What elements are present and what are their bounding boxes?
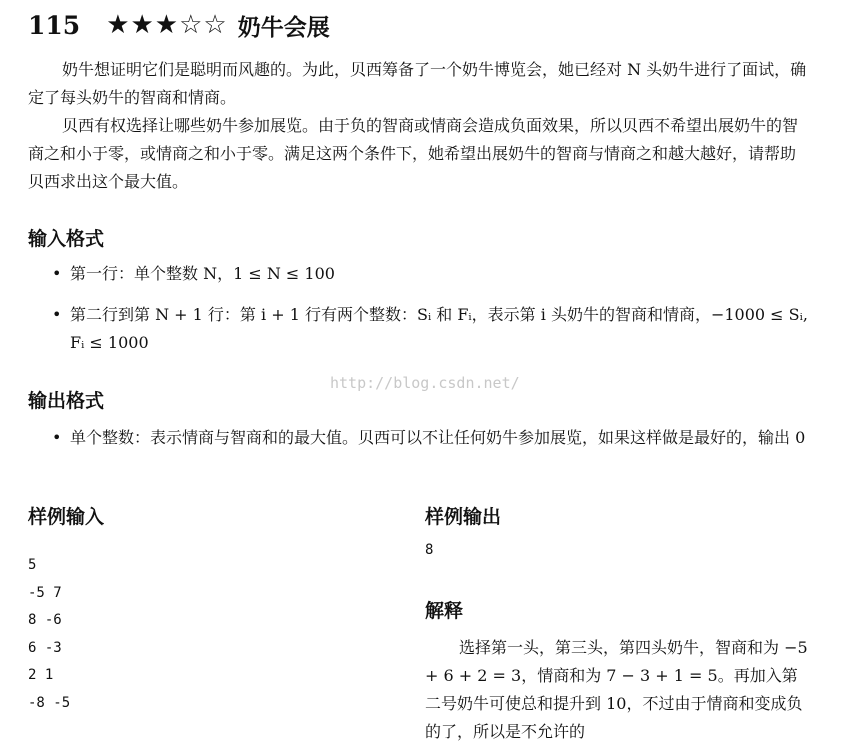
sample-output-value: 8: [425, 542, 434, 558]
problem-title: 奶牛会展: [237, 13, 330, 41]
sample-input-line: 6 -3: [28, 639, 62, 656]
sample-output-heading: 样例输出: [425, 506, 502, 528]
description-paragraph-1: 奶牛想证明它们是聪明而风趣的。为此，贝西筹备了一个奶牛博览会，她已经对 N 头奶牛进行了面试，确定了每头奶牛的智商和情商。: [28, 60, 807, 107]
sample-input-block: [28, 552, 70, 717]
sample-input-line: 8 -6: [28, 612, 62, 628]
description-paragraph-2: 贝西有权选择让哪些奶牛参加展览。由于负的智商或情商会造成负面效果，所以贝西不希望出展奶牛的智商之和小于零，或情商之和小于零。满足这两个条件下，她希望出展奶牛的智商与情商之和越大越好，请帮助贝西求出这个最大值。: [28, 116, 799, 191]
difficulty-stars-icon: ★★★☆☆: [106, 10, 228, 40]
problem-number: 115: [28, 10, 81, 40]
output-format-heading: 输出格式: [28, 390, 105, 412]
explanation-heading: 解释: [425, 600, 464, 622]
sample-input-line: -5 7: [28, 584, 62, 601]
sample-input-line: 2 1: [28, 667, 54, 683]
list-item: • 第二行到第 N + 1 行：第 i + 1 行有两个整数：Sᵢ 和 Fᵢ，表示第 i 头奶牛的智商和情商，−1000 ≤ Sᵢ, Fᵢ ≤ 1000: [50, 301, 810, 357]
list-item: • 单个整数：表示情商与智商和的最大值。贝西可以不让任何奶牛参加展览，如果这样做是最好的，输出 0: [50, 424, 810, 452]
list-item: • 第一行：单个整数 N，1 ≤ N ≤ 100: [50, 260, 810, 288]
watermark: http://blog.csdn.net/: [330, 374, 520, 392]
input-format-list: [50, 260, 810, 357]
problem-header: [28, 8, 330, 42]
output-format-list: [50, 424, 810, 452]
explanation-text: 选择第一头，第三头，第四头奶牛，智商和为 −5 + 6 + 2 = 3，情商和为 7 − 3 + 1 = 5。再加入第二号奶牛可使总和提升到 10，不过由于情商和变成负的了，所以是不允许的: [425, 638, 808, 741]
sample-input-heading: 样例输入: [28, 506, 105, 528]
sample-input-line: 5: [28, 557, 37, 573]
sample-input-line: -8 -5: [28, 694, 71, 711]
input-format-heading: 输入格式: [28, 228, 105, 250]
